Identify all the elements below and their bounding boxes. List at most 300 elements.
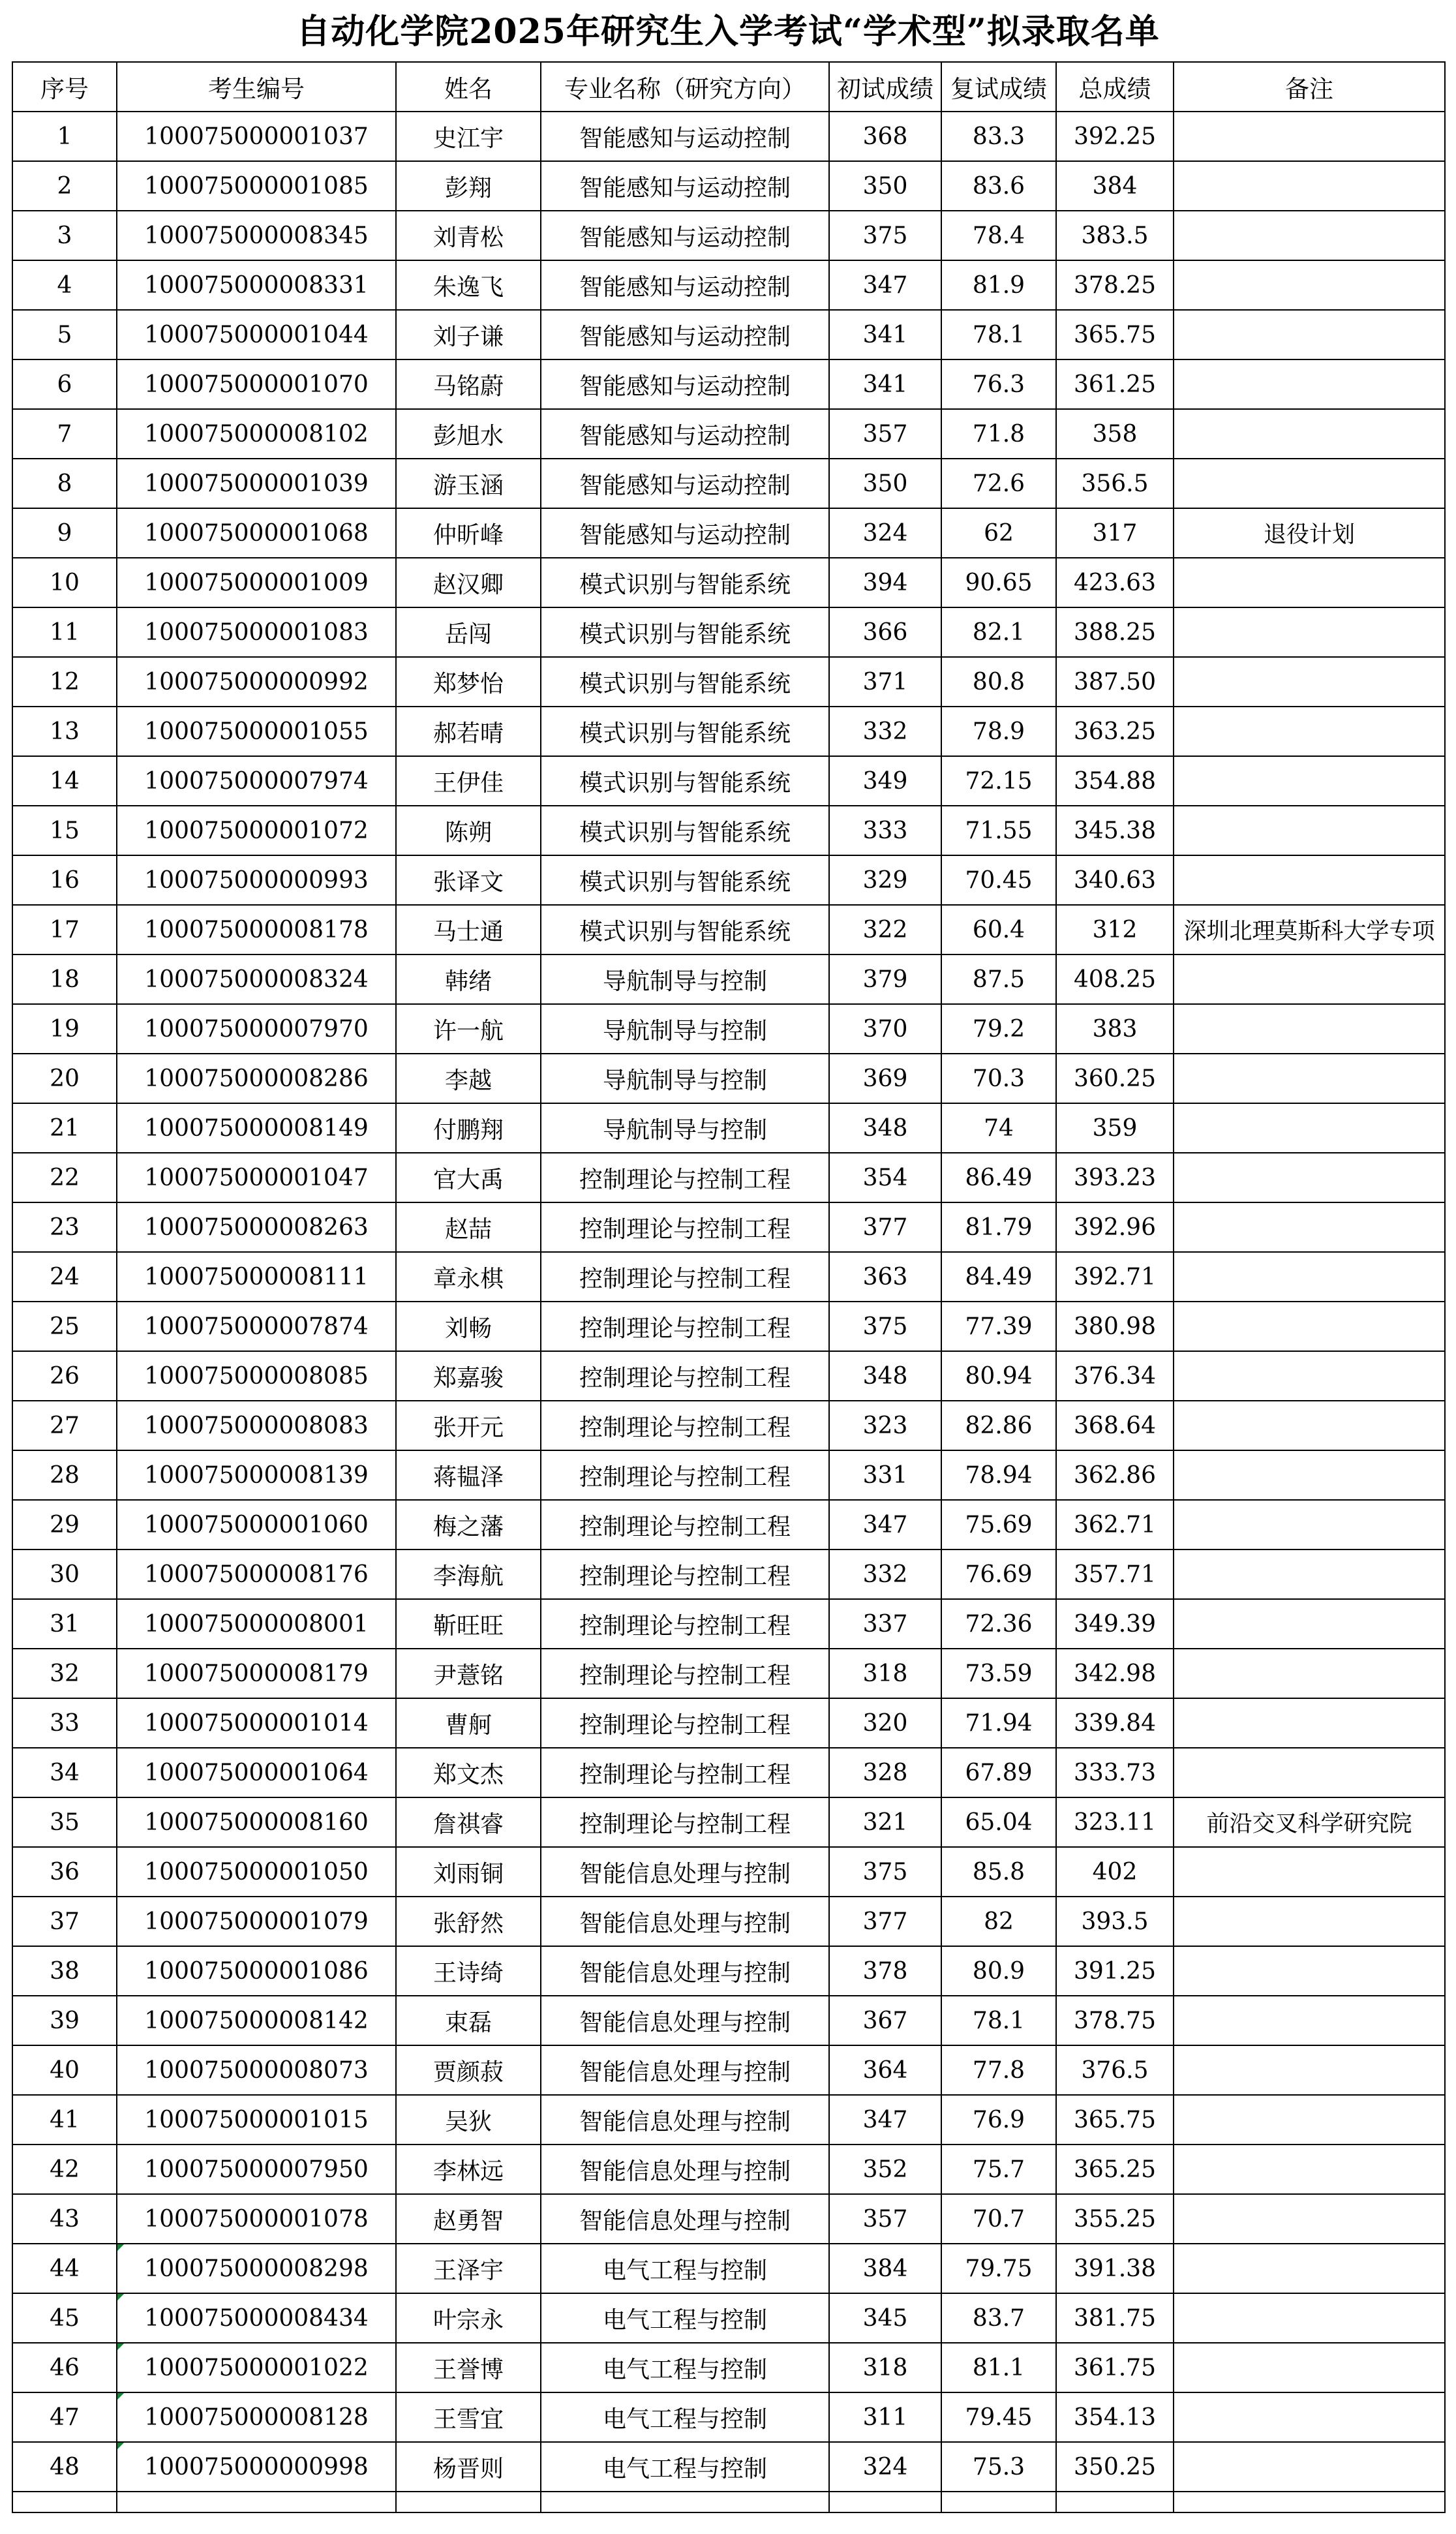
cell-retest-score: 83.3 (941, 112, 1056, 161)
cell-seq: 35 (12, 1797, 117, 1847)
cell-empty (396, 2492, 541, 2512)
cell-seq: 22 (12, 1153, 117, 1202)
cell-initial-score: 324 (829, 2442, 941, 2492)
table-row (12, 1500, 1445, 1549)
cell-remarks (1174, 1748, 1445, 1797)
cell-name: 马铭蔚 (396, 359, 541, 409)
cell-major: 控制理论与控制工程 (541, 1351, 829, 1401)
cell-candidate-id: 100075000008324 (117, 954, 396, 1004)
cell-initial-score: 394 (829, 558, 941, 607)
cell-name: 赵勇智 (396, 2194, 541, 2244)
cell-candidate-id: 100075000007974 (117, 756, 396, 806)
cell-seq: 15 (12, 806, 117, 855)
table-row (12, 806, 1445, 855)
cell-name: 李林远 (396, 2145, 541, 2194)
cell-retest-score: 65.04 (941, 1797, 1056, 1847)
cell-candidate-id: 100075000008434 (117, 2293, 396, 2343)
cell-retest-score: 70.3 (941, 1054, 1056, 1103)
cell-total-score: 378.25 (1056, 260, 1174, 310)
cell-retest-score: 86.49 (941, 1153, 1056, 1202)
cell-total-score: 365.75 (1056, 310, 1174, 359)
cell-retest-score: 80.9 (941, 1946, 1056, 1996)
cell-retest-score: 78.1 (941, 1996, 1056, 2045)
cell-seq: 27 (12, 1401, 117, 1450)
cell-major: 智能信息处理与控制 (541, 1996, 829, 2045)
cell-initial-score: 369 (829, 1054, 941, 1103)
cell-total-score: 345.38 (1056, 806, 1174, 855)
cell-candidate-id: 100075000008139 (117, 1450, 396, 1500)
cell-initial-score: 367 (829, 1996, 941, 2045)
cell-empty (1056, 2492, 1174, 2512)
cell-initial-score: 363 (829, 1252, 941, 1302)
table-row (12, 1897, 1445, 1946)
cell-candidate-id: 100075000001014 (117, 1698, 396, 1748)
cell-total-score: 365.75 (1056, 2095, 1174, 2145)
cell-retest-score: 78.4 (941, 211, 1056, 260)
cell-initial-score: 357 (829, 2194, 941, 2244)
cell-remarks (1174, 1054, 1445, 1103)
cell-major: 模式识别与智能系统 (541, 756, 829, 806)
cell-total-score: 388.25 (1056, 607, 1174, 657)
cell-initial-score: 323 (829, 1401, 941, 1450)
cell-total-score: 365.25 (1056, 2145, 1174, 2194)
table-row (12, 2244, 1445, 2293)
cell-retest-score: 78.9 (941, 707, 1056, 756)
cell-candidate-id: 100075000008298 (117, 2244, 396, 2293)
cell-remarks: 退役计划 (1174, 508, 1445, 558)
cell-name: 王泽宇 (396, 2244, 541, 2293)
cell-initial-score: 349 (829, 756, 941, 806)
cell-candidate-id: 100075000008001 (117, 1599, 396, 1649)
cell-candidate-id: 100075000000993 (117, 855, 396, 905)
cell-candidate-id: 100075000001078 (117, 2194, 396, 2244)
cell-major: 控制理论与控制工程 (541, 1649, 829, 1698)
cell-name: 王诗绮 (396, 1946, 541, 1996)
cell-remarks (1174, 1450, 1445, 1500)
cell-major: 电气工程与控制 (541, 2244, 829, 2293)
cell-major: 电气工程与控制 (541, 2343, 829, 2392)
cell-candidate-id: 100075000001085 (117, 161, 396, 211)
cell-seq: 40 (12, 2045, 117, 2095)
cell-candidate-id: 100075000001022 (117, 2343, 396, 2392)
cell-seq: 23 (12, 1202, 117, 1252)
cell-remarks (1174, 459, 1445, 508)
cell-retest-score: 75.3 (941, 2442, 1056, 2492)
cell-total-score: 376.34 (1056, 1351, 1174, 1401)
cell-remarks (1174, 1698, 1445, 1748)
cell-total-score: 383 (1056, 1004, 1174, 1054)
cell-initial-score: 348 (829, 1351, 941, 1401)
cell-retest-score: 78.1 (941, 310, 1056, 359)
cell-initial-score: 331 (829, 1450, 941, 1500)
cell-initial-score: 348 (829, 1103, 941, 1153)
cell-total-score: 392.71 (1056, 1252, 1174, 1302)
table-row (12, 2392, 1445, 2442)
cell-major: 控制理论与控制工程 (541, 1549, 829, 1599)
cell-remarks (1174, 1599, 1445, 1649)
cell-remarks (1174, 707, 1445, 756)
table-row (12, 1202, 1445, 1252)
cell-retest-score: 81.9 (941, 260, 1056, 310)
cell-name: 朱逸飞 (396, 260, 541, 310)
cell-initial-score: 321 (829, 1797, 941, 1847)
cell-initial-score: 364 (829, 2045, 941, 2095)
cell-total-score: 333.73 (1056, 1748, 1174, 1797)
cell-seq: 48 (12, 2442, 117, 2492)
cell-candidate-id: 100075000001009 (117, 558, 396, 607)
cell-initial-score: 370 (829, 1004, 941, 1054)
cell-total-score: 378.75 (1056, 1996, 1174, 2045)
cell-name: 郑梦怡 (396, 657, 541, 707)
cell-initial-score: 341 (829, 310, 941, 359)
cell-major: 控制理论与控制工程 (541, 1599, 829, 1649)
cell-retest-score: 71.8 (941, 409, 1056, 459)
cell-seq: 26 (12, 1351, 117, 1401)
cell-initial-score: 324 (829, 508, 941, 558)
cell-total-score: 402 (1056, 1847, 1174, 1897)
cell-seq: 41 (12, 2095, 117, 2145)
table-row (12, 1351, 1445, 1401)
cell-total-score: 362.71 (1056, 1500, 1174, 1549)
table-row (12, 1649, 1445, 1698)
cell-major: 智能感知与运动控制 (541, 112, 829, 161)
cell-remarks (1174, 806, 1445, 855)
cell-remarks (1174, 1549, 1445, 1599)
table-row (12, 1401, 1445, 1450)
cell-initial-score: 366 (829, 607, 941, 657)
table-row (12, 2293, 1445, 2343)
cell-seq: 5 (12, 310, 117, 359)
cell-remarks (1174, 1103, 1445, 1153)
cell-total-score: 323.11 (1056, 1797, 1174, 1847)
cell-retest-score: 62 (941, 508, 1056, 558)
cell-major: 模式识别与智能系统 (541, 707, 829, 756)
cell-major: 智能感知与运动控制 (541, 161, 829, 211)
cell-retest-score: 81.79 (941, 1202, 1056, 1252)
cell-seq: 4 (12, 260, 117, 310)
cell-remarks (1174, 2145, 1445, 2194)
cell-total-score: 361.25 (1056, 359, 1174, 409)
cell-retest-score: 81.1 (941, 2343, 1056, 2392)
table-row (12, 1103, 1445, 1153)
cell-candidate-id: 100075000000998 (117, 2442, 396, 2492)
cell-seq: 25 (12, 1302, 117, 1351)
cell-empty (941, 2492, 1056, 2512)
cell-candidate-id: 100075000001079 (117, 1897, 396, 1946)
cell-major: 智能信息处理与控制 (541, 1847, 829, 1897)
header-seq: 序号 (12, 62, 117, 112)
cell-retest-score: 71.94 (941, 1698, 1056, 1748)
cell-name: 詹祺睿 (396, 1797, 541, 1847)
cell-name: 赵喆 (396, 1202, 541, 1252)
cell-seq: 7 (12, 409, 117, 459)
table-row (12, 1549, 1445, 1599)
cell-initial-score: 375 (829, 211, 941, 260)
table-row (12, 1748, 1445, 1797)
cell-retest-score: 70.7 (941, 2194, 1056, 2244)
cell-major: 智能感知与运动控制 (541, 211, 829, 260)
table-row (12, 855, 1445, 905)
cell-initial-score: 318 (829, 2343, 941, 2392)
cell-remarks (1174, 1004, 1445, 1054)
cell-remarks (1174, 359, 1445, 409)
cell-candidate-id: 100075000001047 (117, 1153, 396, 1202)
table-row (12, 954, 1445, 1004)
cell-total-score: 384 (1056, 161, 1174, 211)
cell-name: 曹舸 (396, 1698, 541, 1748)
header-major: 专业名称（研究方向） (541, 62, 829, 112)
cell-seq: 47 (12, 2392, 117, 2442)
cell-candidate-id: 100075000008160 (117, 1797, 396, 1847)
table-row (12, 1004, 1445, 1054)
table-row (12, 161, 1445, 211)
table-row (12, 112, 1445, 161)
cell-total-score: 342.98 (1056, 1649, 1174, 1698)
cell-major: 控制理论与控制工程 (541, 1450, 829, 1500)
cell-retest-score: 72.6 (941, 459, 1056, 508)
cell-remarks (1174, 1401, 1445, 1450)
cell-total-score: 358 (1056, 409, 1174, 459)
table-row (12, 1946, 1445, 1996)
cell-total-score: 368.64 (1056, 1401, 1174, 1450)
cell-name: 蒋韫泽 (396, 1450, 541, 1500)
cell-candidate-id: 100075000001070 (117, 359, 396, 409)
cell-empty (829, 2492, 941, 2512)
cell-candidate-id: 100075000008085 (117, 1351, 396, 1401)
cell-candidate-id: 100075000001060 (117, 1500, 396, 1549)
table-row (12, 1996, 1445, 2045)
cell-candidate-id: 100075000000992 (117, 657, 396, 707)
cell-name: 赵汉卿 (396, 558, 541, 607)
cell-name: 彭翔 (396, 161, 541, 211)
cell-remarks (1174, 2293, 1445, 2343)
cell-initial-score: 347 (829, 1500, 941, 1549)
cell-name: 张译文 (396, 855, 541, 905)
cell-remarks (1174, 112, 1445, 161)
table-row (12, 707, 1445, 756)
cell-remarks (1174, 1351, 1445, 1401)
cell-initial-score: 332 (829, 1549, 941, 1599)
cell-total-score: 362.86 (1056, 1450, 1174, 1500)
table-row (12, 1847, 1445, 1897)
cell-initial-score: 329 (829, 855, 941, 905)
cell-initial-score: 311 (829, 2392, 941, 2442)
table-row (12, 260, 1445, 310)
admission-table (12, 61, 1446, 2513)
cell-initial-score: 378 (829, 1946, 941, 1996)
cell-name: 王伊佳 (396, 756, 541, 806)
cell-remarks (1174, 161, 1445, 211)
cell-name: 许一航 (396, 1004, 541, 1054)
cell-total-score: 363.25 (1056, 707, 1174, 756)
cell-seq: 3 (12, 211, 117, 260)
cell-remarks (1174, 1946, 1445, 1996)
cell-seq: 16 (12, 855, 117, 905)
cell-candidate-id: 100075000008345 (117, 211, 396, 260)
cell-major: 智能信息处理与控制 (541, 2194, 829, 2244)
cell-retest-score: 80.94 (941, 1351, 1056, 1401)
cell-retest-score: 73.59 (941, 1649, 1056, 1698)
cell-total-score: 393.23 (1056, 1153, 1174, 1202)
cell-initial-score: 341 (829, 359, 941, 409)
cell-retest-score: 72.15 (941, 756, 1056, 806)
cell-major: 电气工程与控制 (541, 2442, 829, 2492)
cell-major: 控制理论与控制工程 (541, 1202, 829, 1252)
table-row (12, 1450, 1445, 1500)
cell-total-score: 380.98 (1056, 1302, 1174, 1351)
cell-candidate-id: 100075000008179 (117, 1649, 396, 1698)
cell-seq: 43 (12, 2194, 117, 2244)
cell-name: 张舒然 (396, 1897, 541, 1946)
cell-retest-score: 82.1 (941, 607, 1056, 657)
cell-initial-score: 347 (829, 2095, 941, 2145)
table-row (12, 1153, 1445, 1202)
cell-total-score: 340.63 (1056, 855, 1174, 905)
cell-remarks (1174, 1500, 1445, 1549)
cell-total-score: 383.5 (1056, 211, 1174, 260)
table-row (12, 211, 1445, 260)
cell-initial-score: 377 (829, 1202, 941, 1252)
cell-major: 智能信息处理与控制 (541, 1946, 829, 1996)
cell-name: 张开元 (396, 1401, 541, 1450)
cell-name: 束磊 (396, 1996, 541, 2045)
cell-initial-score: 332 (829, 707, 941, 756)
cell-name: 岳闯 (396, 607, 541, 657)
cell-initial-score: 337 (829, 1599, 941, 1649)
table-row (12, 2095, 1445, 2145)
header-name: 姓名 (396, 62, 541, 112)
cell-major: 电气工程与控制 (541, 2293, 829, 2343)
cell-retest-score: 60.4 (941, 905, 1056, 954)
cell-remarks (1174, 260, 1445, 310)
cell-initial-score: 377 (829, 1897, 941, 1946)
cell-retest-score: 87.5 (941, 954, 1056, 1004)
cell-name: 韩绪 (396, 954, 541, 1004)
cell-remarks (1174, 1996, 1445, 2045)
cell-initial-score: 322 (829, 905, 941, 954)
table-row (12, 607, 1445, 657)
cell-initial-score: 375 (829, 1302, 941, 1351)
cell-remarks (1174, 607, 1445, 657)
cell-name: 陈朔 (396, 806, 541, 855)
cell-major: 模式识别与智能系统 (541, 607, 829, 657)
cell-retest-score: 76.69 (941, 1549, 1056, 1599)
cell-total-score: 392.25 (1056, 112, 1174, 161)
cell-candidate-id: 100075000007970 (117, 1004, 396, 1054)
cell-remarks (1174, 2244, 1445, 2293)
table-row (12, 558, 1445, 607)
cell-seq: 45 (12, 2293, 117, 2343)
cell-seq: 2 (12, 161, 117, 211)
cell-seq: 34 (12, 1748, 117, 1797)
cell-retest-score: 79.45 (941, 2392, 1056, 2442)
cell-retest-score: 84.49 (941, 1252, 1056, 1302)
cell-seq: 13 (12, 707, 117, 756)
cell-candidate-id: 100075000008083 (117, 1401, 396, 1450)
cell-major: 控制理论与控制工程 (541, 1153, 829, 1202)
cell-initial-score: 347 (829, 260, 941, 310)
cell-remarks (1174, 1847, 1445, 1897)
cell-major: 智能信息处理与控制 (541, 2095, 829, 2145)
cell-total-score: 393.5 (1056, 1897, 1174, 1946)
cell-seq: 20 (12, 1054, 117, 1103)
cell-candidate-id: 100075000008178 (117, 905, 396, 954)
cell-total-score: 361.75 (1056, 2343, 1174, 2392)
cell-retest-score: 78.94 (941, 1450, 1056, 1500)
cell-retest-score: 75.7 (941, 2145, 1056, 2194)
cell-initial-score: 352 (829, 2145, 941, 2194)
cell-major: 智能信息处理与控制 (541, 2145, 829, 2194)
cell-seq: 18 (12, 954, 117, 1004)
cell-name: 郑嘉骏 (396, 1351, 541, 1401)
cell-empty (117, 2492, 396, 2512)
cell-total-score: 376.5 (1056, 2045, 1174, 2095)
cell-seq: 39 (12, 1996, 117, 2045)
cell-initial-score: 318 (829, 1649, 941, 1698)
table-header (12, 62, 1445, 112)
cell-total-score: 391.38 (1056, 2244, 1174, 2293)
cell-retest-score: 82.86 (941, 1401, 1056, 1450)
cell-seq: 44 (12, 2244, 117, 2293)
cell-major: 模式识别与智能系统 (541, 657, 829, 707)
cell-total-score: 354.13 (1056, 2392, 1174, 2442)
header-candidate-id: 考生编号 (117, 62, 396, 112)
cell-remarks (1174, 2045, 1445, 2095)
cell-name: 李越 (396, 1054, 541, 1103)
cell-seq: 8 (12, 459, 117, 508)
cell-empty (541, 2492, 829, 2512)
cell-major: 智能感知与运动控制 (541, 508, 829, 558)
cell-seq: 10 (12, 558, 117, 607)
cell-name: 刘子谦 (396, 310, 541, 359)
cell-remarks: 前沿交叉科学研究院 (1174, 1797, 1445, 1847)
cell-initial-score: 379 (829, 954, 941, 1004)
table-row (12, 1698, 1445, 1748)
cell-remarks (1174, 310, 1445, 359)
table-row-empty (12, 2492, 1445, 2512)
table-row (12, 1599, 1445, 1649)
cell-retest-score: 75.69 (941, 1500, 1056, 1549)
cell-total-score: 408.25 (1056, 954, 1174, 1004)
cell-seq: 6 (12, 359, 117, 409)
cell-retest-score: 90.65 (941, 558, 1056, 607)
cell-total-score: 354.88 (1056, 756, 1174, 806)
table-row (12, 409, 1445, 459)
cell-total-score: 360.25 (1056, 1054, 1174, 1103)
cell-retest-score: 77.39 (941, 1302, 1056, 1351)
cell-name: 叶宗永 (396, 2293, 541, 2343)
cell-major: 控制理论与控制工程 (541, 1252, 829, 1302)
cell-seq: 32 (12, 1649, 117, 1698)
cell-seq: 46 (12, 2343, 117, 2392)
cell-name: 吴狄 (396, 2095, 541, 2145)
cell-initial-score: 368 (829, 112, 941, 161)
cell-remarks (1174, 954, 1445, 1004)
cell-seq: 31 (12, 1599, 117, 1649)
cell-remarks (1174, 211, 1445, 260)
table-body (12, 112, 1445, 2512)
cell-seq: 29 (12, 1500, 117, 1549)
cell-total-score: 381.75 (1056, 2293, 1174, 2343)
cell-remarks (1174, 2095, 1445, 2145)
cell-major: 智能感知与运动控制 (541, 310, 829, 359)
cell-name: 刘畅 (396, 1302, 541, 1351)
header-total-score: 总成绩 (1056, 62, 1174, 112)
cell-name: 官大禹 (396, 1153, 541, 1202)
cell-candidate-id: 100075000001039 (117, 459, 396, 508)
header-retest-score: 复试成绩 (941, 62, 1056, 112)
cell-major: 导航制导与控制 (541, 954, 829, 1004)
